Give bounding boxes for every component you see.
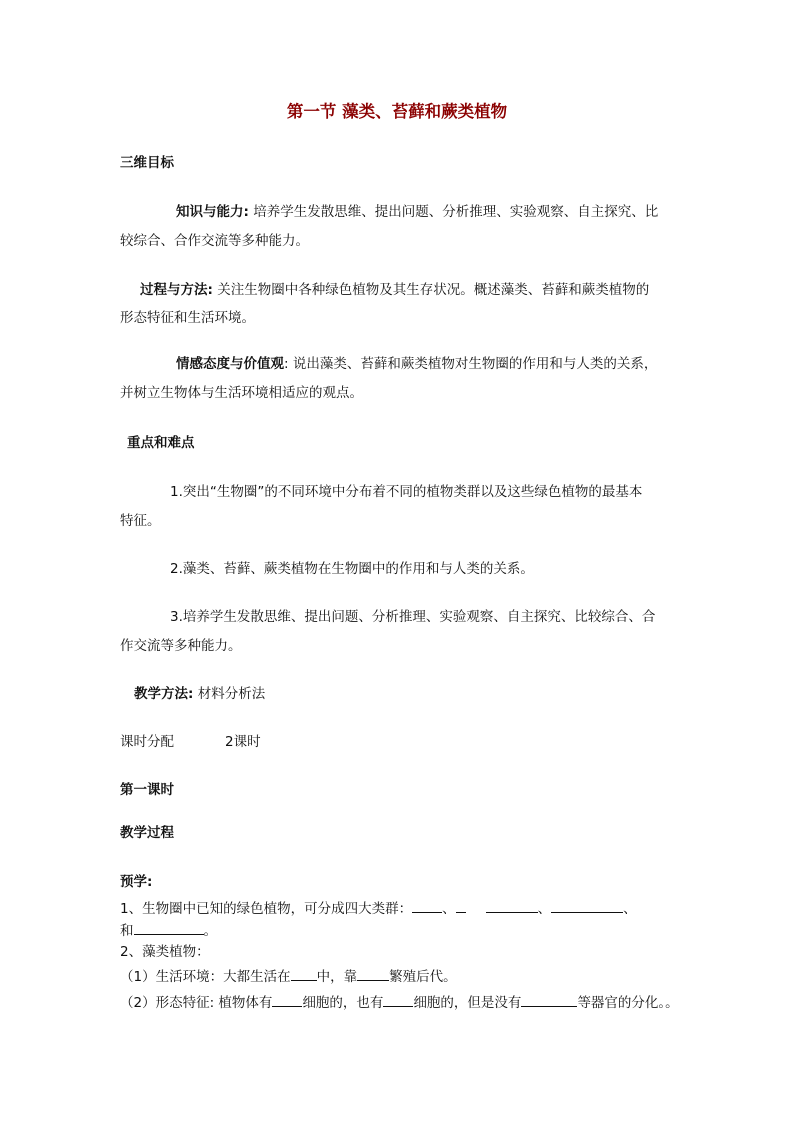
key-point-2: 2.藻类、苔藓、蕨类植物在生物圈中的作用和与人类的关系。 xyxy=(170,561,534,577)
teaching-method xyxy=(134,685,265,703)
answer-blank[interactable] xyxy=(272,992,302,1007)
schedule-value: 2课时 xyxy=(225,734,261,750)
answer-blank[interactable] xyxy=(412,898,442,913)
question-2-1-text-a: （1）生活环境：大都生活在 xyxy=(120,969,291,985)
key-point-1-line1: 1.突出“生物圈”的不同环境中分布着不同的植物类群以及这些绿色植物的最基本 xyxy=(170,484,643,500)
preview-question-1-cont xyxy=(120,920,217,940)
section-heading-goals: 三维目标 xyxy=(120,155,174,171)
preview-heading: 预学: xyxy=(120,874,153,890)
preview-question-1 xyxy=(120,898,637,918)
question-2-2-text-a: （2）形态特征: 植物体有 xyxy=(120,995,273,1011)
key-point-3-line2: 作交流等多种能力。 xyxy=(120,638,242,654)
preview-question-2-1 xyxy=(120,966,457,986)
teaching-method-value: 材料分析法 xyxy=(193,686,266,702)
process-paragraph-line1 xyxy=(140,281,649,299)
answer-blank[interactable] xyxy=(456,898,466,913)
knowledge-paragraph-line2: 较综合、合作交流等多种能力。 xyxy=(120,233,309,249)
question-2-2-text-c: 细胞的，但是没有 xyxy=(413,995,522,1011)
teaching-method-label: 教学方法: xyxy=(134,686,194,702)
question-1-end: 。 xyxy=(203,923,217,939)
answer-blank[interactable] xyxy=(357,966,389,981)
emotion-paragraph-line2: 并树立生物体与生活环境相适应的观点。 xyxy=(120,385,363,401)
answer-blank[interactable] xyxy=(486,898,538,913)
preview-question-2-2 xyxy=(120,992,679,1012)
emotion-label: 情感态度与价值观 xyxy=(176,356,284,372)
question-1-separator: 、 xyxy=(537,901,552,917)
question-1-separator: 、 xyxy=(623,901,637,917)
key-point-1-line2: 特征。 xyxy=(120,513,161,529)
answer-blank[interactable] xyxy=(291,966,317,981)
question-1-and: 和 xyxy=(120,923,134,939)
question-1-text: 1、生物圈中已知的绿色植物，可分成四大类群： xyxy=(120,901,413,917)
lesson-heading: 第一课时 xyxy=(120,782,174,798)
page-title: 第一节 藻类、苔藓和蕨类植物 xyxy=(286,102,508,121)
answer-blank[interactable] xyxy=(551,898,623,913)
answer-blank[interactable] xyxy=(134,920,204,935)
question-2-2-text-b: 细胞的，也有 xyxy=(302,995,384,1011)
process-heading: 教学过程 xyxy=(120,825,174,841)
answer-blank[interactable] xyxy=(383,992,413,1007)
question-2-1-text-c: 繁殖后代。 xyxy=(389,969,457,985)
knowledge-label: 知识与能力: xyxy=(176,204,249,220)
emotion-text-1: : 说出藻类、苔藓和蕨类植物对生物圈的作用和与人类的关系， xyxy=(284,356,658,372)
key-point-3-line1: 3.培养学生发散思维、提出问题、分析推理、实验观察、自主探究、比较综合、合 xyxy=(170,609,656,625)
process-text-1: 关注生物圈中各种绿色植物及其生存状况。概述藻类、苔藓和蕨类植物的 xyxy=(212,282,650,298)
process-paragraph-line2: 形态特征和生活环境。 xyxy=(120,310,255,326)
answer-blank[interactable] xyxy=(521,992,577,1007)
section-heading-key-points: 重点和难点 xyxy=(127,435,195,451)
process-label: 过程与方法: xyxy=(140,282,213,298)
question-2-1-text-b: 中，靠 xyxy=(316,969,358,985)
question-1-separator: 、 xyxy=(442,901,456,917)
knowledge-text-1: 培养学生发散思维、提出问题、分析推理、实验观察、自主探究、比 xyxy=(248,204,659,220)
knowledge-paragraph-line1 xyxy=(176,203,658,221)
question-2-2-text-d: 等器官的分化。。 xyxy=(577,995,679,1011)
preview-question-2: 2、藻类植物： xyxy=(120,944,210,960)
emotion-paragraph-line1 xyxy=(176,355,657,373)
schedule-label: 课时分配 xyxy=(120,734,174,750)
